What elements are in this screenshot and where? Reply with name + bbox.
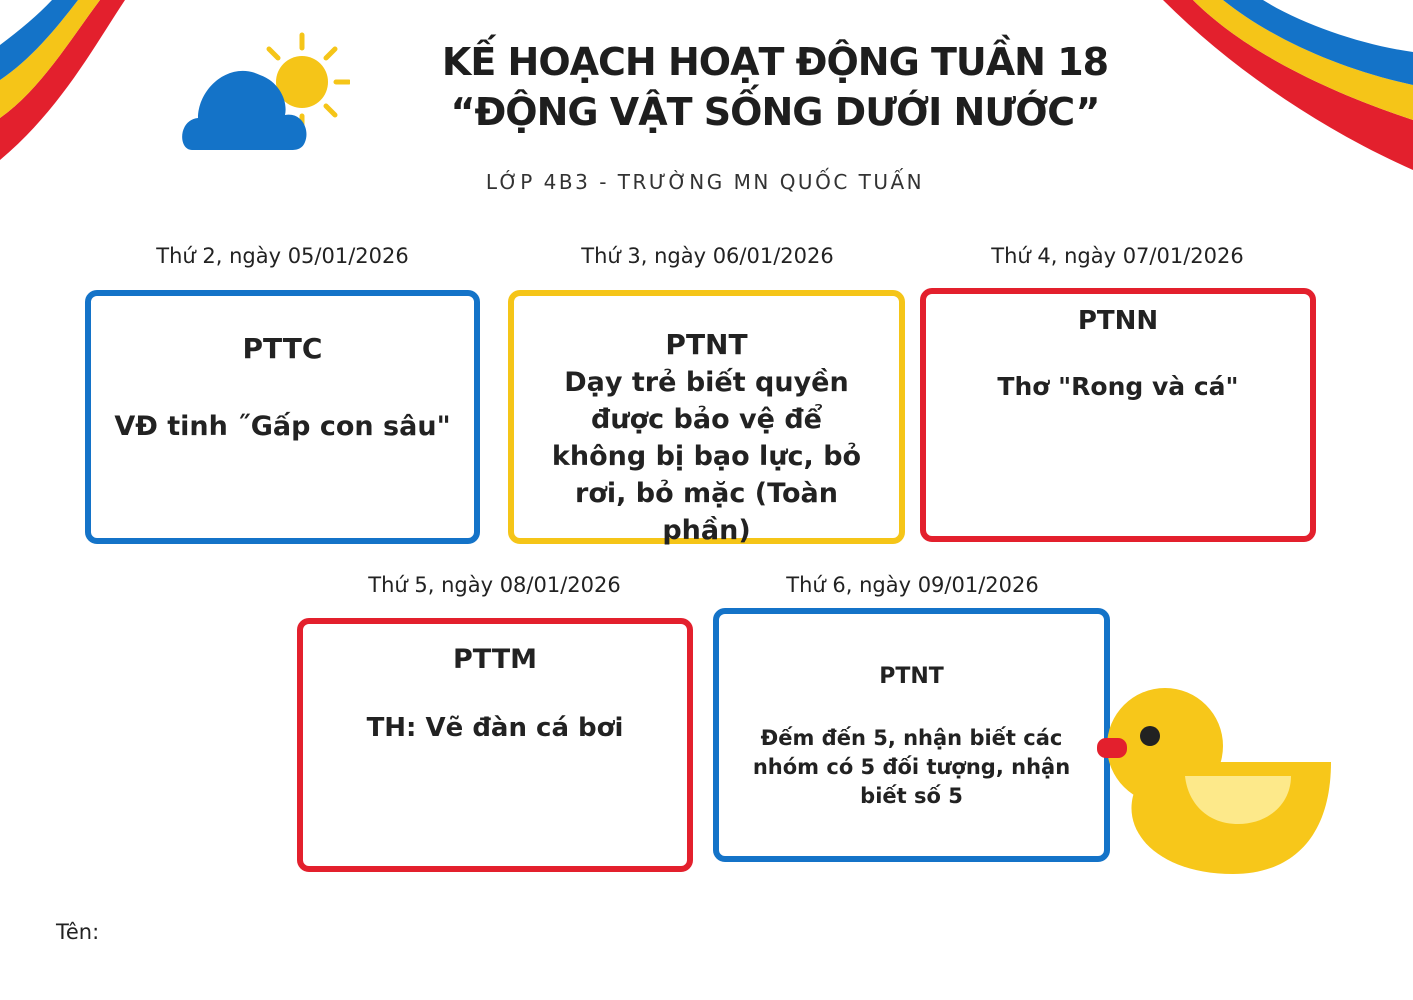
card-subject: PTNN	[1077, 306, 1159, 336]
card-activity: Thơ "Rong và cá"	[997, 372, 1239, 401]
ribbon-top-left	[0, 0, 130, 160]
day-label-mon: Thứ 2, ngày 05/01/2026	[156, 244, 409, 268]
card-subject: PTTC	[242, 332, 323, 365]
day-label-wed: Thứ 4, ngày 07/01/2026	[991, 244, 1244, 268]
cloud-sun-icon	[170, 30, 350, 155]
activity-card-thu	[297, 618, 693, 872]
day-label-fri: Thứ 6, ngày 09/01/2026	[786, 573, 1039, 597]
activity-card-tue	[508, 290, 905, 544]
page-title-line1: KẾ HOẠCH HOẠT ĐỘNG TUẦN 18	[441, 40, 1109, 84]
page-subtitle: LỚP 4B3 - TRƯỜNG MN QUỐC TUẤN	[485, 170, 925, 194]
duck-icon	[1093, 686, 1333, 878]
name-label: Tên:	[56, 920, 100, 944]
card-activity: Đếm đến 5, nhận biết các nhóm có 5 đối tượng, nhận biết số 5	[752, 726, 1071, 808]
card-subject: PTNT	[879, 664, 944, 689]
activity-card-mon	[85, 290, 480, 544]
activity-card-wed	[920, 288, 1316, 542]
card-subject: PTNT	[665, 328, 748, 361]
ribbon-top-right	[1163, 0, 1413, 170]
card-activity: Dạy trẻ biết quyền được bảo vệ để không bị bạo lực, bỏ rơi, bỏ mặc (Toàn phần)	[551, 367, 862, 546]
card-activity: TH: Vẽ đàn cá bơi	[366, 713, 624, 743]
page-title-line2: “ĐỘNG VẬT SỐNG DƯỚI NƯỚC”	[450, 90, 1100, 134]
day-label-tue: Thứ 3, ngày 06/01/2026	[581, 244, 834, 268]
card-activity: VĐ tinh ˝Gấp con sâu"	[114, 411, 451, 442]
day-label-thu: Thứ 5, ngày 08/01/2026	[368, 573, 621, 597]
card-subject: PTTM	[452, 644, 538, 675]
activity-card-fri	[713, 608, 1110, 862]
